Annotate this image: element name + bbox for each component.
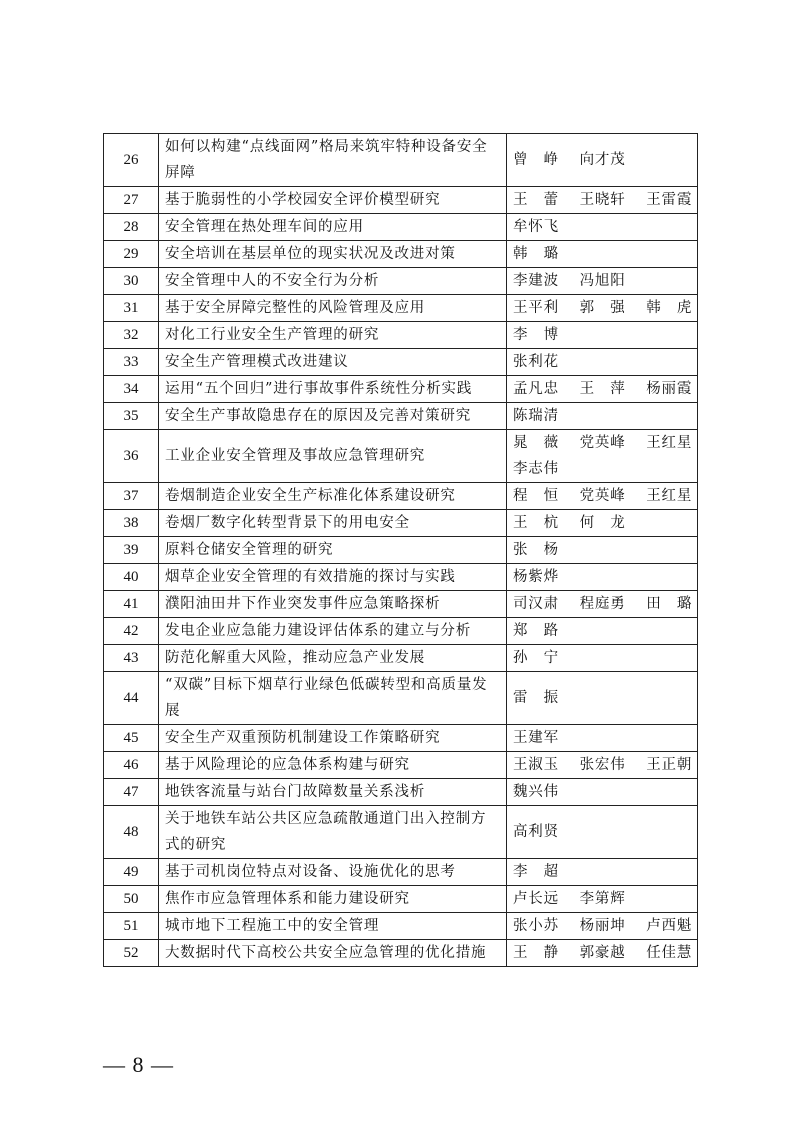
paper-authors: 王淑玉 张宏伟 王正朝: [507, 752, 698, 779]
paper-title: 运用“五个回归”进行事故事件系统性分析实践: [159, 376, 507, 403]
row-number: 31: [104, 295, 159, 322]
paper-authors: 张小苏 杨丽坤 卢西魁: [507, 913, 698, 940]
paper-authors: 王 蕾 王晓轩 王雷霞: [507, 187, 698, 214]
row-number: 50: [104, 886, 159, 913]
table-row: [104, 214, 698, 241]
paper-title: 烟草企业安全管理的有效措施的探讨与实践: [159, 564, 507, 591]
paper-title: 关于地铁车站公共区应急疏散通道门出入控制方式的研究: [159, 806, 507, 859]
paper-authors: 高利贤: [507, 806, 698, 859]
row-number: 36: [104, 430, 159, 483]
table-row: [104, 349, 698, 376]
row-number: 27: [104, 187, 159, 214]
table-row: [104, 886, 698, 913]
paper-title: 濮阳油田井下作业突发事件应急策略探析: [159, 591, 507, 618]
table-row: [104, 187, 698, 214]
table-row: [104, 859, 698, 886]
paper-title: 基于安全屏障完整性的风险管理及应用: [159, 295, 507, 322]
row-number: 41: [104, 591, 159, 618]
table-row: [104, 430, 698, 483]
row-number: 34: [104, 376, 159, 403]
row-number: 38: [104, 510, 159, 537]
row-number: 26: [104, 134, 159, 187]
table-row: [104, 376, 698, 403]
row-number: 44: [104, 672, 159, 725]
paper-list-table: [103, 133, 698, 967]
paper-title: 安全管理中人的不安全行为分析: [159, 268, 507, 295]
paper-authors: 牟怀飞: [507, 214, 698, 241]
row-number: 43: [104, 645, 159, 672]
paper-authors: 李 博: [507, 322, 698, 349]
paper-authors: 王建军: [507, 725, 698, 752]
paper-authors: 司汉肃 程庭勇 田 璐: [507, 591, 698, 618]
table-row: [104, 752, 698, 779]
table-row: [104, 591, 698, 618]
paper-title: 卷烟制造企业安全生产标准化体系建设研究: [159, 483, 507, 510]
row-number: 51: [104, 913, 159, 940]
row-number: 33: [104, 349, 159, 376]
paper-authors: 孙 宁: [507, 645, 698, 672]
paper-authors: 王 静 郭豪越 任佳慧: [507, 940, 698, 967]
table-row: [104, 913, 698, 940]
paper-authors: 晁 薇 党英峰 王红星 李志伟: [507, 430, 698, 483]
row-number: 32: [104, 322, 159, 349]
table-row: [104, 322, 698, 349]
table-row: [104, 806, 698, 859]
paper-authors: 王 杭 何 龙: [507, 510, 698, 537]
row-number: 28: [104, 214, 159, 241]
row-number: 39: [104, 537, 159, 564]
paper-title: 基于司机岗位特点对设备、设施优化的思考: [159, 859, 507, 886]
paper-authors: 张 杨: [507, 537, 698, 564]
paper-authors: 孟凡忠 王 萍 杨丽霞: [507, 376, 698, 403]
paper-authors: 程 恒 党英峰 王红星: [507, 483, 698, 510]
table-row: [104, 403, 698, 430]
row-number: 48: [104, 806, 159, 859]
table-row: [104, 564, 698, 591]
paper-authors: 李建波 冯旭阳: [507, 268, 698, 295]
table-row: [104, 134, 698, 187]
paper-title: 发电企业应急能力建设评估体系的建立与分析: [159, 618, 507, 645]
paper-authors: 卢长远 李第辉: [507, 886, 698, 913]
paper-title: 安全生产双重预防机制建设工作策略研究: [159, 725, 507, 752]
paper-title: 工业企业安全管理及事故应急管理研究: [159, 430, 507, 483]
paper-authors: 郑 路: [507, 618, 698, 645]
table-row: [104, 940, 698, 967]
row-number: 47: [104, 779, 159, 806]
row-number: 37: [104, 483, 159, 510]
table-row: [104, 779, 698, 806]
paper-authors: 魏兴伟: [507, 779, 698, 806]
row-number: 52: [104, 940, 159, 967]
paper-authors: 陈瑞清: [507, 403, 698, 430]
page-number-footer: — 8 —: [103, 1052, 174, 1077]
paper-authors: 曾 峥 向才茂: [507, 134, 698, 187]
table-row: [104, 510, 698, 537]
row-number: 35: [104, 403, 159, 430]
paper-title: 基于风险理论的应急体系构建与研究: [159, 752, 507, 779]
table-row: [104, 241, 698, 268]
paper-title: 基于脆弱性的小学校园安全评价模型研究: [159, 187, 507, 214]
paper-title: “双碳”目标下烟草行业绿色低碳转型和高质量发展: [159, 672, 507, 725]
paper-title: 原料仓储安全管理的研究: [159, 537, 507, 564]
paper-title: 如何以构建“点线面网”格局来筑牢特种设备安全屏障: [159, 134, 507, 187]
paper-authors: 张利花: [507, 349, 698, 376]
paper-title: 安全培训在基层单位的现实状况及改进对策: [159, 241, 507, 268]
paper-title: 安全管理在热处理车间的应用: [159, 214, 507, 241]
table-row: [104, 268, 698, 295]
row-number: 42: [104, 618, 159, 645]
paper-authors: 李 超: [507, 859, 698, 886]
paper-authors: 王平利 郭 强 韩 虎: [507, 295, 698, 322]
paper-title: 对化工行业安全生产管理的研究: [159, 322, 507, 349]
paper-title: 地铁客流量与站台门故障数量关系浅析: [159, 779, 507, 806]
paper-title: 安全生产管理模式改进建议: [159, 349, 507, 376]
paper-authors: 雷 振: [507, 672, 698, 725]
row-number: 29: [104, 241, 159, 268]
paper-title: 防范化解重大风险，推动应急产业发展: [159, 645, 507, 672]
table-row: [104, 618, 698, 645]
row-number: 46: [104, 752, 159, 779]
row-number: 49: [104, 859, 159, 886]
row-number: 45: [104, 725, 159, 752]
table-row: [104, 725, 698, 752]
paper-title: 城市地下工程施工中的安全管理: [159, 913, 507, 940]
paper-authors: 韩 璐: [507, 241, 698, 268]
paper-title: 安全生产事故隐患存在的原因及完善对策研究: [159, 403, 507, 430]
paper-title: 大数据时代下高校公共安全应急管理的优化措施: [159, 940, 507, 967]
paper-authors: 杨紫烨: [507, 564, 698, 591]
paper-title: 焦作市应急管理体系和能力建设研究: [159, 886, 507, 913]
table-row: [104, 537, 698, 564]
paper-title: 卷烟厂数字化转型背景下的用电安全: [159, 510, 507, 537]
row-number: 30: [104, 268, 159, 295]
table-row: [104, 483, 698, 510]
table-row: [104, 645, 698, 672]
table-row: [104, 295, 698, 322]
table-row: [104, 672, 698, 725]
row-number: 40: [104, 564, 159, 591]
